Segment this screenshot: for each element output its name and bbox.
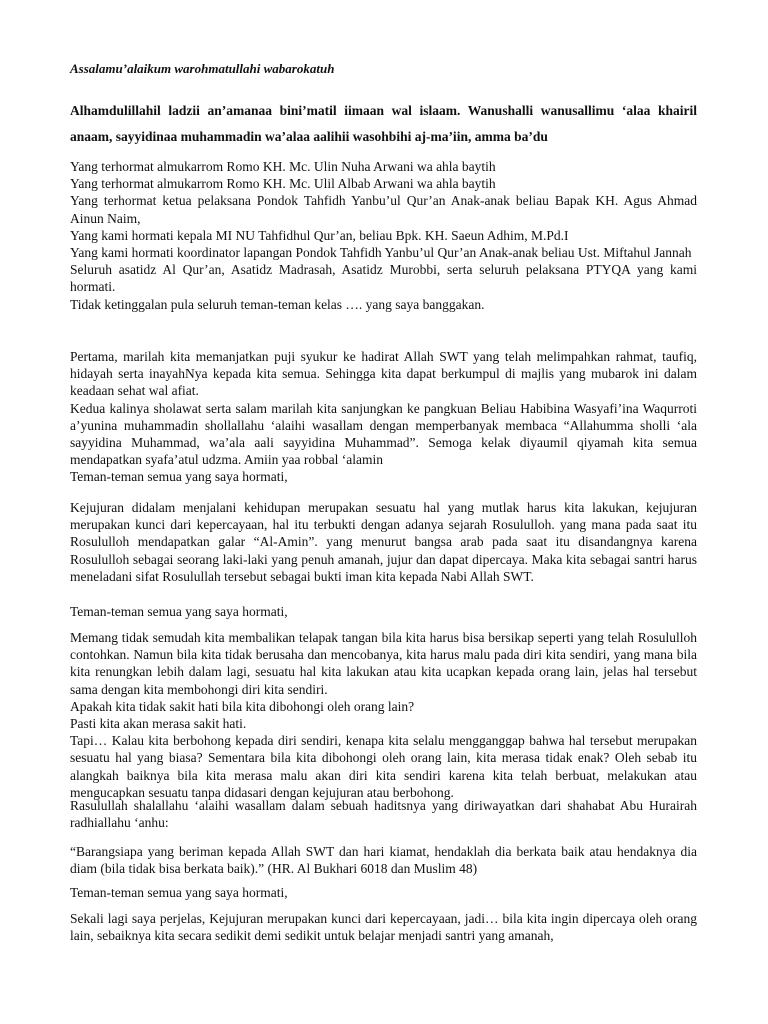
hadith-quote: “Barangsiapa yang beriman kepada Allah SWT dan hari kiamat, hendaklah dia berkata baik atau hendaknya dia diam (bila tidak bisa berkata baik).” (HR. Al Bukhari 6018 dan Muslim 48) — [70, 844, 697, 877]
greeting-text: Assalamu’alaikum warohmatullahi wabarokatuh — [70, 61, 335, 76]
answer-line: Pasti kita akan merasa sakit hati. — [70, 716, 247, 732]
address-line: Yang terhormat ketua pelaksana Pondok Tahfidh Yanbu’ul Qur’an Anak-anak beliau Bapak KH. Agus Ahmad Ainun Naim, — [70, 193, 697, 226]
salutation-2: Teman-teman semua yang saya hormati, — [70, 604, 288, 619]
address-list — [70, 158, 697, 313]
address-line: Seluruh asatidz Al Qur’an, Asatidz Madrasah, Asatidz Murobbi, serta seluruh pelaksana PTYQA yang kami hormati. — [70, 262, 697, 295]
salutation-3: Teman-teman semua yang saya hormati, — [70, 885, 288, 900]
honesty-paragraph: Kejujuran didalam menjalani kehidupan merupakan sesuatu hal yang mutlak harus kita lakukan, kejujuran merupakan kunci dari kepercayaan, hal itu terbukti dengan adanya sejarah Rosululloh. yang mana pada saat itu Rosululloh mendapatkan galar “Al-Amin”. yang menurut bangsa arab pada saat itu disandangnya karena Rosululloh sebagai seorang laki-laki yang penuh amanah, jujur dan dapat dipercaya. Maka kita sebagai santri harus meneladani sifat Rosulullah tersebut sebagai bukti iman kita kepada Nabi Allah SWT. — [70, 500, 697, 584]
palm-section — [70, 629, 697, 801]
conclusion-paragraph: Sekali lagi saya perjelas, Kejujuran merupakan kunci dari kepercayaan, jadi… bila kita ingin dipercaya oleh orang lain, sebaiknya kita secara sedikit demi sedikit untuk belajar menjadi santri yang amanah, — [70, 911, 697, 944]
praise-paragraph: Pertama, marilah kita memanjatkan puji syukur ke hadirat Allah SWT yang telah melimpahkan rahmat, taufiq, hidayah serta inayahNya kepada kita semua. Sehingga kita dapat berkumpul di majlis yang mubarok ini dalam keadaan sehat wal afiat. — [70, 349, 697, 399]
sholawat-paragraph: Kedua kalinya sholawat serta salam marilah kita sanjungkan ke pangkuan Beliau Habibina Wasyafi’ina Waqurroti a’yunina muhammadin shollallahu ‘alaihi wasallam dengan memperbanyak membaca “Allahumma sholli ‘ala sayyidina Muhammad, wa’ala aali sayyidina Muhammad”. Semoga kelak diyaumil qiyamah kita semua mendapatkan syafa’atul udzma. Amiin yaa robbal ‘alamin — [70, 400, 697, 468]
question-line: Apakah kita tidak sakit hati bila kita dibohongi oleh orang lain? — [70, 698, 415, 714]
address-line: Yang terhormat almukarrom Romo KH. Mc. Ulin Nuha Arwani wa ahla baytih — [70, 159, 496, 174]
praise-section — [70, 348, 697, 486]
address-line: Tidak ketinggalan pula seluruh teman-teman kelas …. yang saya banggakan. — [70, 296, 485, 312]
lie-paragraph: Tapi… Kalau kita berbohong kepada diri sendiri, kenapa kita selalu mengganggap bahwa hal tersebut merupakan sesuatu hal yang biasa? Sementara bila kita dibohongi oleh orang lain, kita merasa tidak enak? Oleh sebab itu alangkah baiknya bila kita merasa malu akan diri kita sendiri karena kita telah berbuat, melakukan atau mengucapkan sesuatu tanpa didasari dengan kejujuran atau berbohong. — [70, 733, 697, 800]
palm-paragraph: Memang tidak semudah kita membalikan telapak tangan bila kita harus bisa bersikap seperti yang telah Rosululloh contohkan. Namun bila kita tidak berusaha dan mencobanya, kita harus malu pada diri kita sendiri, yang mana bila kita renungkan lebih dalam lagi, sesuatu hal kita lakukan atau kita ucapkan kepada orang lain, jelas hal tersebut sama dengan kita membohongi diri kita sendiri. — [70, 630, 697, 697]
hadith-intro-paragraph: Rasulullah shalallahu ‘alaihi wasallam dalam sebuah haditsnya yang diriwayatkan dari shahabat Abu Hurairah radhiallahu ‘anhu: — [70, 798, 697, 831]
address-line: Yang terhormat almukarrom Romo KH. Mc. Ulil Albab Arwani wa ahla baytih — [70, 176, 496, 192]
salutation-1: Teman-teman semua yang saya hormati, — [70, 469, 288, 485]
address-line: Yang kami hormati kepala MI NU Tahfidhul Qur’an, beliau Bpk. KH. Saeun Adhim, M.Pd.I — [70, 227, 569, 243]
opening-paragraph: Alhamdulillahil ladzii an’amanaa bini’matil iimaan wal islaam. Wanushalli wanusallimu ‘alaa khairil anaam, sayyidinaa muhammadin wa’alaa aalihii wasohbihi aj-ma’iin, amma ba’du — [70, 103, 697, 144]
address-line: Yang kami hormati koordinator lapangan Pondok Tahfidh Yanbu’ul Qur’an Anak-anak beliau Ust. Miftahul Jannah — [70, 245, 692, 261]
